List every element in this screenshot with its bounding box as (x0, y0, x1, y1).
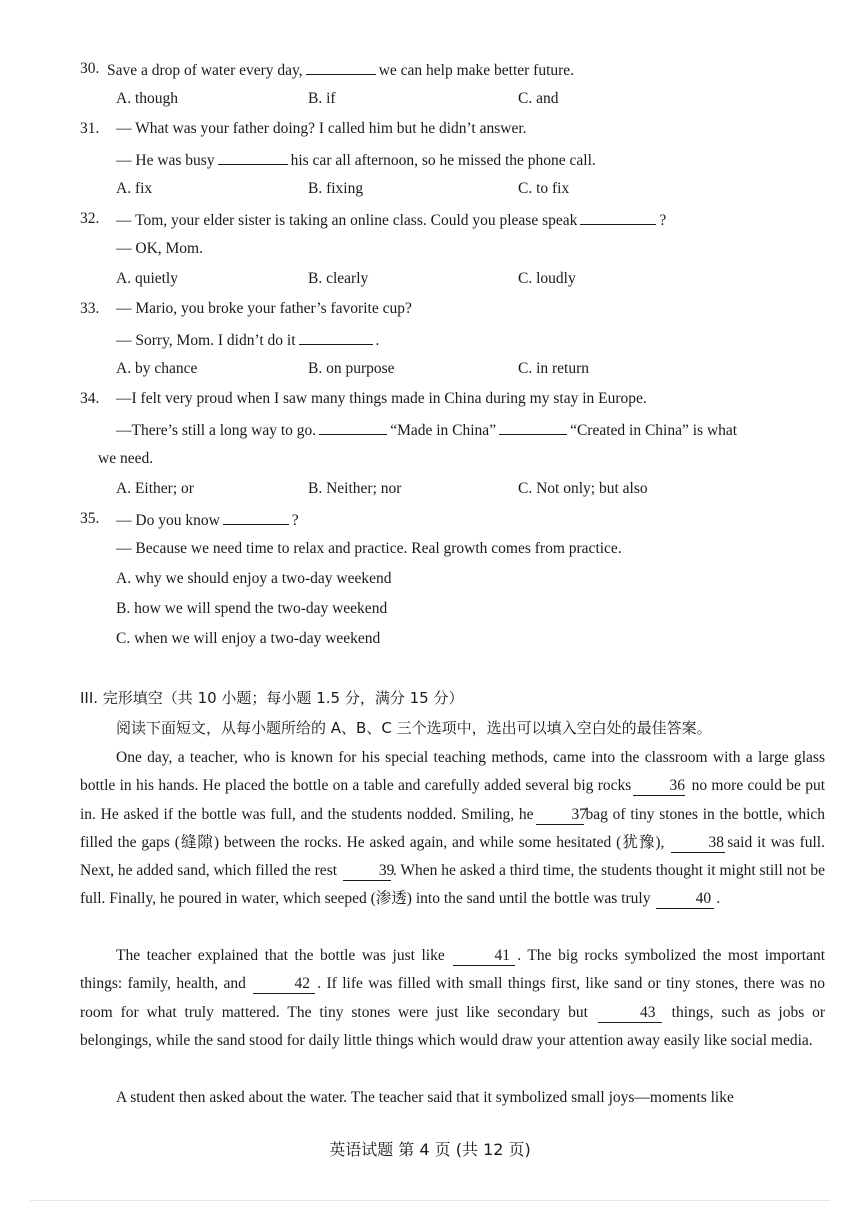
question-stem: Save a drop of water every day, we can help make better future. (107, 59, 574, 81)
question-response: — Because we need time to relax and practice. Real growth comes from practice. (116, 540, 622, 557)
answer-blank (580, 209, 656, 225)
option-c: C. in return (518, 360, 590, 377)
question-stem: — Mario, you broke your father’s favorite cup? (116, 300, 412, 317)
question-stem: — What was your father doing? I called him but he didn’t answer. (116, 120, 527, 137)
option-a: A. though (116, 90, 178, 107)
answer-blank (218, 149, 288, 165)
cloze-blank-38: 38 (671, 834, 725, 853)
option-b: B. on purpose (308, 360, 395, 377)
passage-paragraph-2: The teacher explained that the bottle was just like 41 . The big rocks symbolized the most important things: family, health, and 42 . If life was filled with small things first, like sand or tiny stones, there was no room for what truly mattered. The tiny stones were just like secondary but 43 things, such as jobs or belongings, while the sand stood for daily little things which would draw your attention away easily like social media. (80, 947, 826, 1049)
question-number: 32. (80, 210, 100, 227)
option-b: B. how we will spend the two-day weekend (116, 600, 388, 617)
option-a: A. by chance (116, 360, 198, 377)
answer-blank (499, 419, 567, 435)
option-c: C. when we will enjoy a two-day weekend (116, 630, 381, 647)
question-number: 31. (80, 120, 100, 137)
question-response: — OK, Mom. (116, 240, 203, 257)
option-b: B. if (308, 90, 336, 107)
bottom-divider (30, 1200, 830, 1201)
option-b: B. clearly (308, 270, 369, 287)
option-c: C. and (518, 90, 559, 107)
cloze-blank-42: 42 (253, 975, 315, 994)
section-heading: III. 完形填空（共 10 小题；每小题 1.5 分，满分 15 分） (80, 689, 464, 707)
question-number: 34. (80, 390, 100, 407)
question-number: 33. (80, 300, 100, 317)
passage-paragraph-1: One day, a teacher, who is known for his special teaching methods, came into the classroom with a large glass bottle in his hands. He placed the bottle on a table and carefully added several big rocks 36 no more could be put in. He asked if the bottle was full, and the students nodded. Smiling, he 37bag of tiny stones in the bottle, which filled the gaps (缝隙) between the rocks. He asked again, and while some hesitated (犹豫), 38 said it was full. Next, he added sand, which filled the rest 39. When he asked a third time, the students thought it might still not be full. Finally, he poured in water, which seeped (渗透) into the sand until the bottle was truly 40 . (80, 749, 826, 908)
option-a: A. Either; or (116, 480, 194, 497)
answer-blank (306, 59, 376, 75)
question-response: —There’s still a long way to go. “Made in China” “Created in China” is what (116, 419, 737, 441)
answer-blank (319, 419, 387, 435)
cloze-blank-39: 39 (343, 862, 391, 881)
question-response: — Sorry, Mom. I didn’t do it . (116, 329, 379, 351)
cloze-blank-40: 40 (656, 890, 714, 909)
question-stem: —I felt very proud when I saw many things made in China during my stay in Europe. (116, 390, 647, 407)
option-a: A. why we should enjoy a two-day weekend (116, 570, 392, 587)
option-c: C. Not only; but also (518, 480, 648, 497)
cloze-blank-43: 43 (598, 1004, 662, 1023)
passage-paragraph-3: A student then asked about the water. The teacher said that it symbolized small joys—moments like (116, 1089, 734, 1106)
option-b: B. Neither; nor (308, 480, 402, 497)
question-number: 35. (80, 510, 100, 527)
question-response: — He was busy his car all afternoon, so he missed the phone call. (116, 149, 596, 171)
section-instruction: 阅读下面短文，从每小题所给的 A、B、C 三个选项中，选出可以填入空白处的最佳答案。 (116, 719, 712, 737)
option-b: B. fixing (308, 180, 364, 197)
question-stem: — Do you know ? (116, 509, 299, 531)
answer-blank (299, 329, 373, 345)
option-c: C. to fix (518, 180, 570, 197)
question-stem: — Tom, your elder sister is taking an online class. Could you please speak ? (116, 209, 666, 231)
question-response-continued: we need. (98, 450, 154, 467)
option-c: C. loudly (518, 270, 576, 287)
cloze-blank-37: 37 (536, 806, 584, 825)
cloze-blank-41: 41 (453, 947, 515, 966)
question-number: 30. (80, 60, 100, 77)
option-a: A. fix (116, 180, 153, 197)
option-a: A. quietly (116, 270, 178, 287)
answer-blank (223, 509, 289, 525)
page-footer: 英语试题 第 4 页 (共 12 页) (329, 1140, 531, 1159)
cloze-blank-36: 36 (633, 777, 685, 796)
